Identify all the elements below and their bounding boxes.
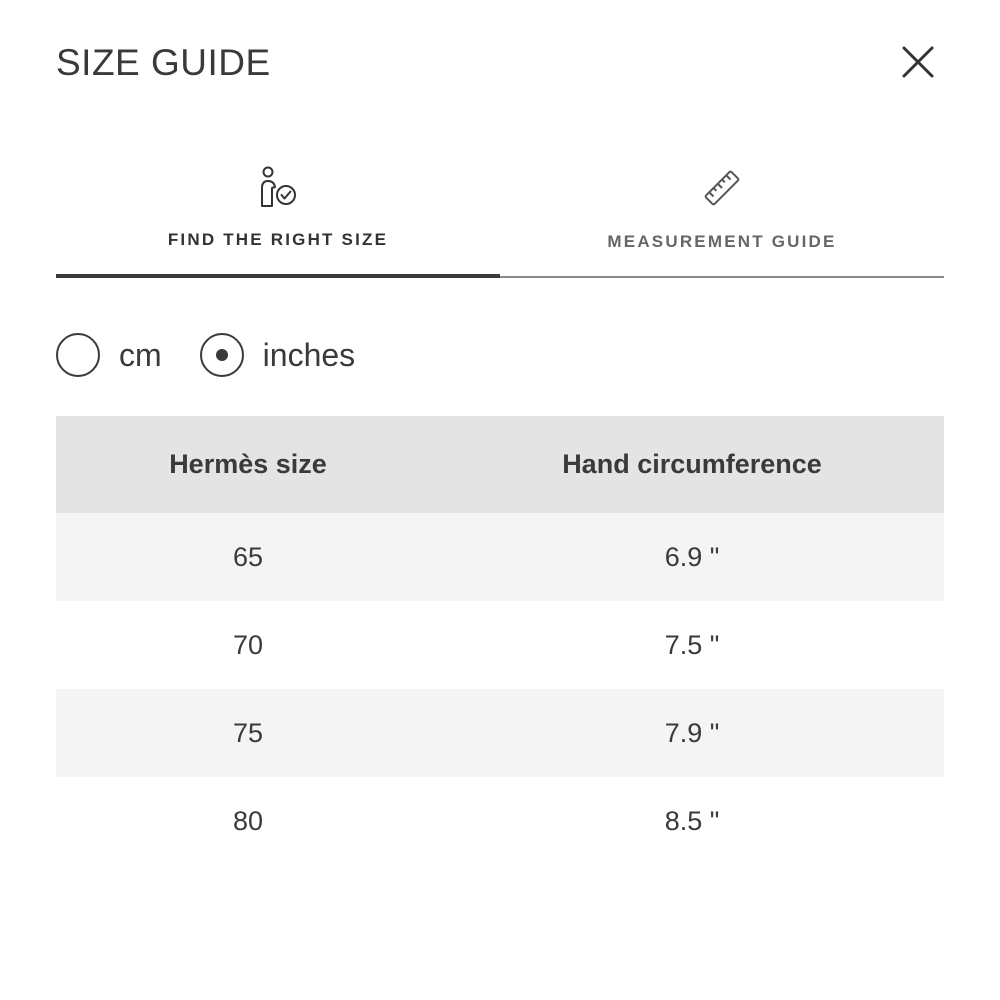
tab-label: FIND THE RIGHT SIZE	[167, 230, 389, 249]
hand-circumference-cell: 6.9 "	[440, 513, 944, 601]
tab-divider	[500, 276, 944, 278]
size-cell: 70	[56, 601, 440, 689]
table-row	[56, 689, 944, 777]
size-cell: 65	[56, 513, 440, 601]
unit-label-inches: inches	[262, 336, 356, 373]
table-row	[56, 777, 944, 865]
radio-selected-dot	[216, 349, 228, 361]
ruler-icon	[698, 164, 746, 212]
unit-option-inches[interactable]	[200, 333, 356, 377]
close-icon	[901, 45, 935, 79]
inches-radio[interactable]	[200, 333, 244, 377]
person-check-icon	[254, 164, 302, 212]
size-table	[56, 416, 944, 865]
table-row	[56, 601, 944, 689]
size-guide-tabs	[56, 150, 944, 280]
hand-circumference-cell: 8.5 "	[440, 777, 944, 865]
size-cell: 75	[56, 689, 440, 777]
tab-find-right-size[interactable]	[56, 150, 500, 278]
active-tab-indicator	[56, 274, 500, 278]
table-row	[56, 513, 944, 601]
column-header-hand-circumference: Hand circumference	[440, 416, 944, 513]
unit-selector	[56, 330, 393, 380]
tab-measurement-guide[interactable]	[500, 150, 944, 278]
tab-label: MEASUREMENT GUIDE	[607, 232, 837, 251]
column-header-hermes-size: Hermès size	[56, 416, 440, 513]
hand-circumference-cell: 7.5 "	[440, 601, 944, 689]
close-button[interactable]	[894, 38, 942, 86]
table-header-row	[56, 416, 944, 513]
unit-option-cm[interactable]	[56, 333, 162, 377]
page-title: SIZE GUIDE	[56, 42, 271, 83]
size-cell: 80	[56, 777, 440, 865]
unit-label-cm: cm	[119, 336, 162, 373]
cm-radio[interactable]	[56, 333, 100, 377]
hand-circumference-cell: 7.9 "	[440, 689, 944, 777]
